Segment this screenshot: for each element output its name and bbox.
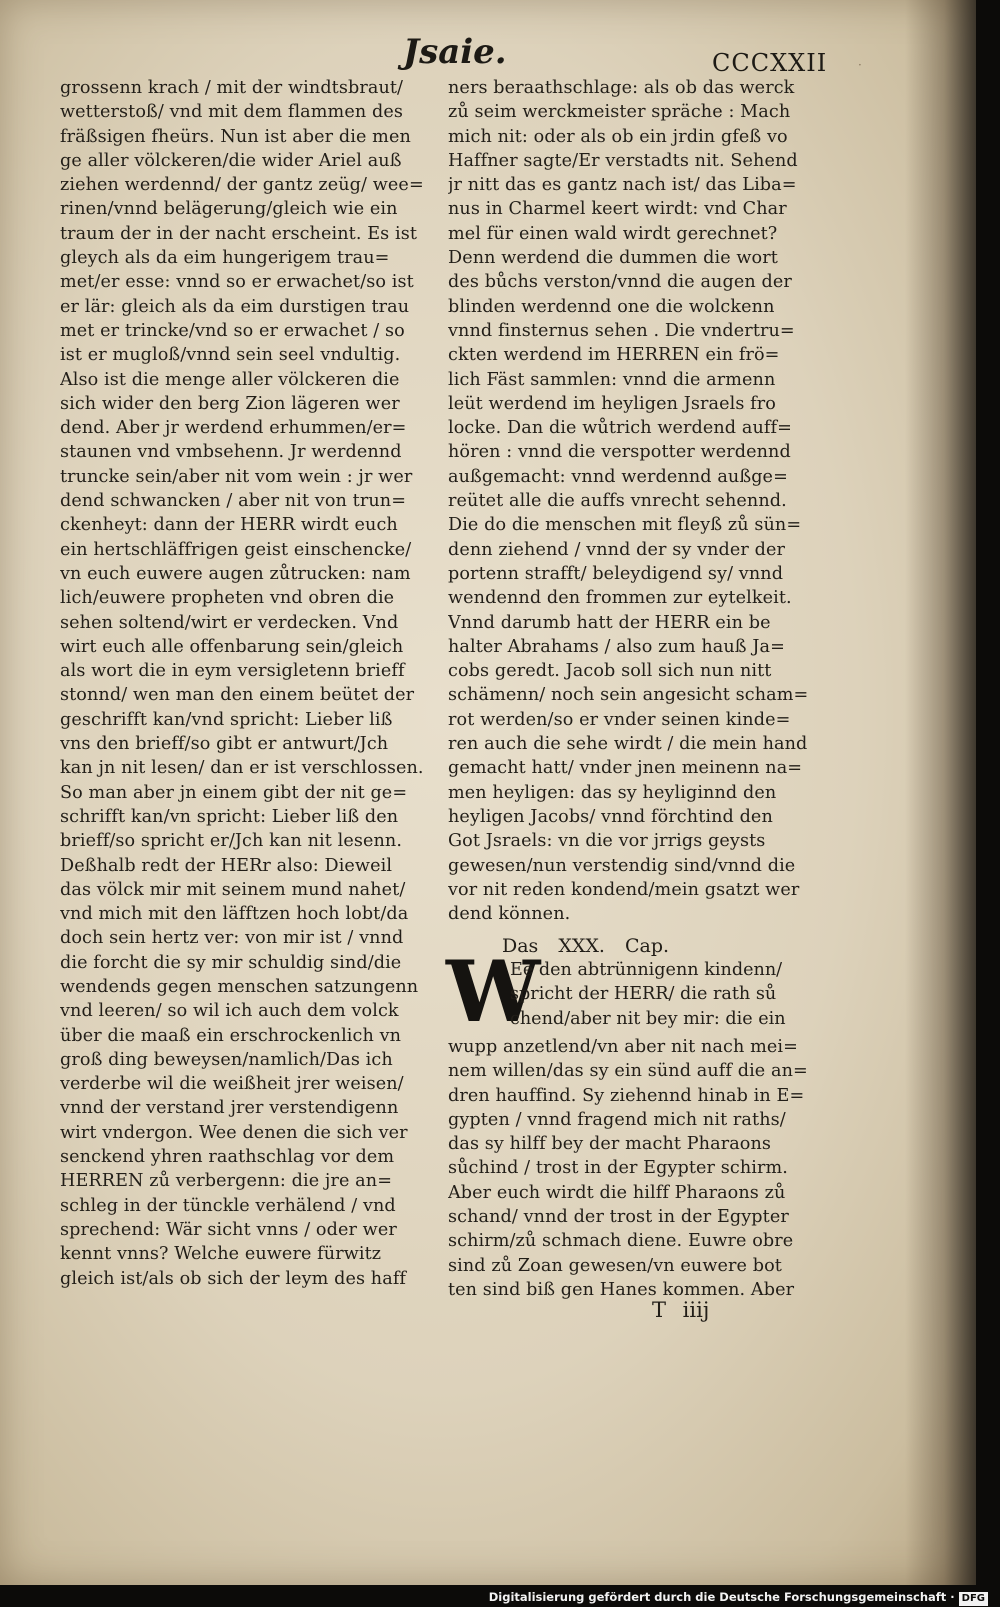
text-line: ein hertschläffrigen geist einschencke/ <box>60 539 412 560</box>
folio-number: CCCXXII <box>712 49 828 77</box>
text-line: wendennd den frommen zur eytelkeit. <box>448 588 792 609</box>
credit-text: Digitalisierung gefördert durch die Deutsche Forschungsgemeinschaft · <box>488 1590 955 1604</box>
text-line: nem willen/das sy ein sünd auff die an= <box>448 1061 808 1082</box>
text-line: grossenn krach / mit der windtsbraut/ <box>60 78 404 98</box>
text-line: dren hauffind. Sy ziehennd hinab in E= <box>448 1085 805 1106</box>
text-line: mich nit: oder als ob ein jrdin gfeß vo <box>448 126 788 147</box>
text-line: er lär: gleich als da eim durstigen trau <box>60 296 410 317</box>
page-gutter-shadow <box>905 0 976 1585</box>
text-line: denn ziehend / vnnd der sy vnder der <box>448 539 786 560</box>
text-line: außgemacht: vnnd werdennd außge= <box>448 466 788 487</box>
text-line: gleich ist/als ob sich der leym des haff <box>60 1268 407 1289</box>
text-line: blinden werdennd one die wolckenn <box>448 296 775 317</box>
text-line: sůchind / trost in der Egypter schirm. <box>448 1158 788 1179</box>
text-line: das sy hilff bey der macht Pharaons <box>448 1134 772 1155</box>
text-line: sind zů Zoan gewesen/vn euwere bot <box>448 1255 782 1276</box>
text-line: sich wider den berg Zion lägeren wer <box>60 393 400 414</box>
text-line: Aber euch wirdt die hilff Pharaons zů <box>448 1182 786 1203</box>
text-line: traum der in der nacht erscheint. Es ist <box>60 223 417 244</box>
text-line: spricht der HERR/ die rath sů <box>510 984 777 1005</box>
text-line: schrifft kan/vn spricht: Lieber liß den <box>60 806 399 827</box>
text-line: Denn werdend die dummen die wort <box>448 248 778 269</box>
text-line: Haffner sagte/Er verstadts nit. Sehend <box>448 150 798 171</box>
text-line: ckenheyt: dann der HERR wirdt euch <box>60 515 398 536</box>
text-line: ners beraathschlage: als ob das werck <box>448 78 795 98</box>
right-text-column <box>448 76 830 926</box>
text-line: als wort die in eym versigletenn brieff <box>60 661 405 682</box>
text-line: kennt vnns? Welche euwere fürwitz <box>60 1244 382 1265</box>
signature-mark: T iiij <box>652 1298 710 1322</box>
text-line: schämenn/ noch sein angesicht scham= <box>448 685 809 706</box>
text-line: leüt werdend im heyligen Jsraels fro <box>448 393 776 414</box>
text-line: hören : vnnd die verspotter werdennd <box>448 442 791 463</box>
text-line: gleych als da eim hungerigem trau= <box>60 248 390 269</box>
running-title: Jsaie. <box>403 32 507 72</box>
text-line: cobs geredt. Jacob soll sich nun nitt <box>448 661 772 682</box>
left-text-column <box>60 76 438 1291</box>
text-line: das völck mir mit seinem mund nahet/ <box>60 879 406 900</box>
text-line: mel für einen wald wirdt gerechnet? <box>448 223 778 244</box>
text-line: gemacht hatt/ vnder jnen meinenn na= <box>448 758 803 779</box>
text-line: wirt euch alle offenbarung sein/gleich <box>60 636 404 657</box>
text-line: sprechend: Wär sicht vnns / oder wer <box>60 1219 397 1240</box>
text-line: Deßhalb redt der HERr also: Dieweil <box>60 855 393 876</box>
text-line: ckten werdend im HERREN ein frö= <box>448 345 780 366</box>
text-line: geschrifft kan/vnd spricht: Lieber liß <box>60 709 393 730</box>
text-line: men heyligen: das sy heyliginnd den <box>448 782 777 803</box>
text-line: gewesen/nun verstendig sind/vnnd die <box>448 855 796 876</box>
text-line: vnd mich mit den läfftzen hoch lobt/da <box>60 904 409 925</box>
text-line: lich/euwere propheten vnd obren die <box>60 588 395 609</box>
text-line: vnnd finsternus sehen . Die vndertru= <box>448 320 795 341</box>
text-line: senckend yhren raathschlag vor dem <box>60 1147 395 1168</box>
text-line: portenn strafft/ beleydigend sy/ vnnd <box>448 563 784 584</box>
text-line: wetterstoß/ vnd mit dem flammen des <box>60 102 403 123</box>
text-line: staunen vnd vmbsehenn. Jr werdennd <box>60 442 402 463</box>
text-line: jr nitt das es gantz nach ist/ das Liba= <box>448 175 797 196</box>
text-line: groß ding beweysen/namlich/Das ich <box>60 1049 393 1070</box>
text-line: halter Abrahams / also zum hauß Ja= <box>448 636 785 657</box>
text-line: So man aber jn einem gibt der nit ge= <box>60 782 408 803</box>
chapter-heading: Das XXX. Cap. <box>502 935 670 957</box>
text-line: sehen soltend/wirt er verdecken. Vnd <box>60 612 399 633</box>
text-line: Also ist die menge aller völckeren die <box>60 369 400 390</box>
text-line: über die maaß ein erschrockenlich vn <box>60 1025 402 1046</box>
text-line: ren auch die sehe wirdt / die mein hand <box>448 734 808 755</box>
chapter-opening-lines <box>510 958 840 1031</box>
text-line: ten sind biß gen Hanes kommen. Aber <box>448 1279 795 1300</box>
text-line: stonnd/ wen man den einem beütet der <box>60 685 415 706</box>
text-line: vnnd der verstand jrer verstendigenn <box>60 1098 399 1119</box>
text-line: schleg in der tünckle verhälend / vnd <box>60 1195 396 1216</box>
text-line: dend können. <box>448 904 571 925</box>
text-line: truncke sein/aber nit vom wein : jr wer <box>60 466 413 487</box>
text-line: Vnnd darumb hatt der HERR ein be <box>448 612 771 633</box>
text-line: dend schwancken / aber nit von trun= <box>60 491 407 512</box>
text-line: vor nit reden kondend/mein gsatzt wer <box>448 879 800 900</box>
text-line: vns den brieff/so gibt er antwurt/Jch <box>60 734 389 755</box>
decorated-initial: W <box>446 942 541 1041</box>
text-line: rot werden/so er vnder seinen kinde= <box>448 709 791 730</box>
text-line: vn euch euwere augen zůtrucken: nam <box>60 563 411 584</box>
text-line: dend. Aber jr werdend erhummen/er= <box>60 418 407 439</box>
chapter-text-column <box>448 1035 830 1302</box>
text-line: zů seim werckmeister spräche : Mach <box>448 102 791 123</box>
text-line: HERREN zů verbergenn: die jre an= <box>60 1171 393 1192</box>
text-line: ziehen werdennd/ der gantz zeüg/ wee= <box>60 175 424 196</box>
text-line: Got Jsraels: vn die vor jrrigs geysts <box>448 831 766 852</box>
text-line: ge aller völckeren/die wider Ariel auß <box>60 150 402 171</box>
text-line: verderbe wil die weißheit jrer weisen/ <box>60 1074 404 1095</box>
text-line: schand/ vnnd der trost in der Egypter <box>448 1207 789 1228</box>
text-line: Die do die menschen mit fleyß zů sün= <box>448 515 802 536</box>
text-line: vnd leeren/ so wil ich auch dem volck <box>60 1001 399 1022</box>
text-line: heyligen Jacobs/ vnnd förchtind den <box>448 806 773 827</box>
text-line: kan jn nit lesen/ dan er ist verschlossen. <box>60 758 424 779</box>
text-line: gypten / vnnd fragend mich nit raths/ <box>448 1109 786 1130</box>
text-line: met er trincke/vnd so er erwachet / so <box>60 320 405 341</box>
dfg-logo: DFG <box>959 1592 988 1606</box>
text-line: wendends gegen menschen satzungenn <box>60 976 419 997</box>
text-line: doch sein hertz ver: von mir ist / vnnd <box>60 928 404 949</box>
text-line: wirt vndergon. Wee denen die sich ver <box>60 1122 408 1143</box>
text-line: lich Fäst sammlen: vnnd die armenn <box>448 369 776 390</box>
text-line: schirm/zů schmach diene. Euwre obre <box>448 1231 794 1252</box>
text-line: wupp anzetlend/vn aber nit nach mei= <box>448 1037 798 1057</box>
text-line: fräßsigen fheürs. Nun ist aber die men <box>60 126 411 147</box>
text-line: brieff/so spricht er/Jch kan nit lesenn. <box>60 831 403 852</box>
text-line: locke. Dan die wůtrich werdend auff= <box>448 418 792 439</box>
margin-mark: · <box>858 58 862 72</box>
text-line: ist er mugloß/vnnd sein seel vndultig. <box>60 345 401 366</box>
text-line: Ee den abtrünnigenn kindenn/ <box>510 960 783 980</box>
text-line: des bůchs verston/vnnd die augen der <box>448 272 792 293</box>
text-line: nus in Charmel keert wirdt: vnd Char <box>448 199 787 220</box>
text-line: reütet alle die auffs vnrecht sehennd. <box>448 491 787 512</box>
digitization-credit <box>489 1589 988 1605</box>
text-line: met/er esse: vnnd so er erwachet/so ist <box>60 272 414 293</box>
text-line: chend/aber nit bey mir: die ein <box>510 1008 786 1029</box>
text-line: rinen/vnnd belägerung/gleich wie ein <box>60 199 398 220</box>
text-line: die forcht die sy mir schuldig sind/die <box>60 952 402 973</box>
